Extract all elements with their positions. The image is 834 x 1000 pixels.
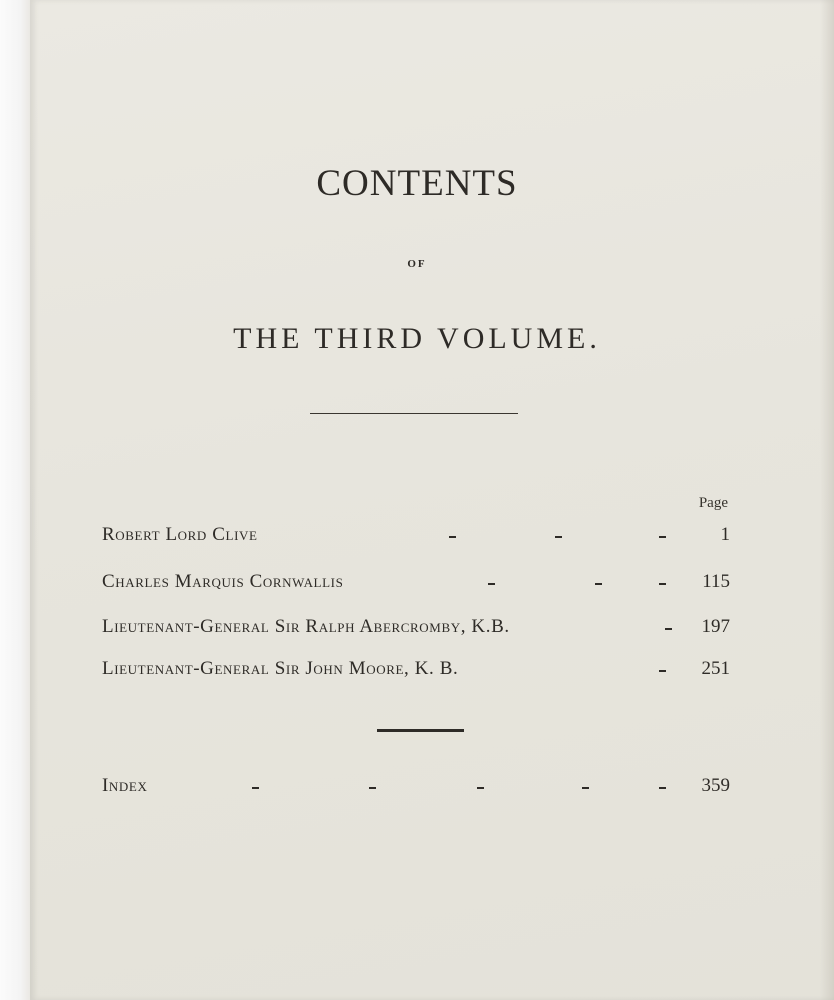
toc-entry: [102, 616, 730, 640]
volume-subtitle: THE THIRD VOLUME.: [233, 322, 601, 355]
title-divider: [310, 413, 518, 414]
leader-dash: [477, 787, 484, 789]
leader-dash: [659, 670, 666, 672]
toc-entry: [102, 658, 730, 682]
index-entry-name: Index: [102, 775, 148, 796]
page-title: CONTENTS: [316, 163, 518, 204]
leader-dash: [488, 583, 495, 585]
leader-dash: [659, 536, 666, 538]
page-gutter-shadow: [820, 0, 834, 1000]
leader-dash: [665, 628, 672, 630]
leader-dash: [555, 536, 562, 538]
leader-dash: [582, 787, 589, 789]
title-connector: OF: [407, 258, 427, 270]
toc-entry-page: 115: [702, 571, 730, 592]
toc-entry-page: 251: [701, 658, 730, 679]
toc-entry: [102, 524, 730, 548]
leader-dash: [659, 583, 666, 585]
leader-dash: [449, 536, 456, 538]
toc-entry-name: Lieutenant-General Sir John Moore, K. B.: [102, 658, 459, 679]
leader-dash: [595, 583, 602, 585]
toc-entry-name: Robert Lord Clive: [102, 524, 258, 545]
toc-entry-name: Charles Marquis Cornwallis: [102, 571, 344, 592]
index-entry-page: 359: [701, 775, 730, 796]
left-page-edge: [0, 0, 34, 1000]
toc-entry: [102, 571, 730, 595]
section-divider: [377, 729, 464, 732]
leader-dash: [252, 787, 259, 789]
leader-dash: [369, 787, 376, 789]
toc-entry-page: 197: [701, 616, 730, 637]
page-column-header: Page: [698, 495, 728, 511]
toc-entry-name: Lieutenant-General Sir Ralph Abercromby, K.B.: [102, 616, 510, 637]
toc-entry-page: 1: [720, 524, 730, 545]
index-entry: [102, 775, 730, 799]
leader-dash: [659, 787, 666, 789]
